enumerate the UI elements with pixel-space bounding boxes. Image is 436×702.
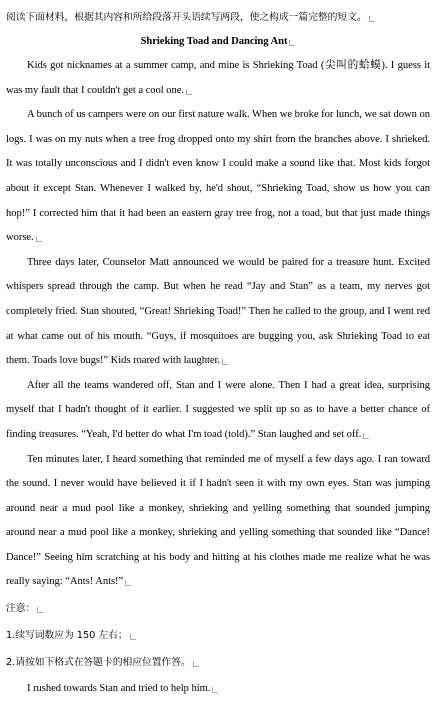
paragraph-mark-icon (212, 687, 218, 693)
story-paragraph-4: After all the teams wandered off, Stan and I were alone. Then I had a great idea, surprising myself that I hadn't thought of it earlier. I suggested we split up so as to have a better chance of finding treasures. “Yeah, I'd better do what I'm toad (told).” Stan laughed and set off. (6, 379, 430, 440)
task-instruction (6, 6, 430, 30)
paragraph-mark-icon (363, 433, 369, 439)
instruction-text: 阅读下面材料，根据其内容和所给段落开头语续写两段，使之构成一篇完整的短文。 (6, 12, 367, 23)
note-item: 1.续写词数应为 150 左右； (6, 622, 430, 649)
paragraph-mark-icon (289, 40, 295, 46)
paragraph-mark-icon (193, 661, 199, 667)
paragraph-mark-icon (36, 236, 42, 242)
paragraph-mark-icon (37, 607, 43, 613)
paragraph-mark-icon (369, 16, 375, 22)
note-item: 2.请按如下格式在答题卡的相应位置作答。 (6, 649, 430, 676)
story-paragraph-3: Three days later, Counselor Matt announced we would be paired for a treasure hunt. Excited whispers spread through the camp. But when he read “Jay and Stan” as a team, my nerves got completely fried. Stan shouted, “Great! Shrieking Toad!” Then he called to the group, and I went red at what came out of his mouth. “Guys, if mosquitoes are bugging you, ask Shrieking Toad to eat them. Toads love bugs!” Kids roared with laughter. (6, 256, 430, 367)
notes-heading: 注意： (6, 595, 430, 622)
paragraph-mark-icon (186, 89, 192, 95)
document-page (6, 6, 430, 702)
paragraph-mark-icon (222, 359, 228, 365)
story-paragraph-5: Ten minutes later, I heard something that reminded me of myself a few days ago. I ran toward the sound. I never would have believed it if I hadn't seen it with my own eyes. Stan was jumping around near a mud pool like a monkey, shrieking and yelling something that sounded jumping around near a mud pool like a monkey, shrieking and yelling something that sounded like “Dance! Dance!” Seeing him scratching at his body and hitting at his clothes made me realize what he was really saying: “Ants! Ants!” (6, 453, 430, 588)
story-paragraph-1: Kids got nicknames at a summer camp, and mine is Shrieking Toad (尖叫的蛤蟆). I guess it was my fault that I couldn't get a cool one. (6, 60, 430, 96)
story-title (6, 30, 430, 54)
title-text: Shrieking Toad and Dancing Ant (140, 36, 288, 47)
continuation-opening: I rushed towards Stan and tried to help him. (6, 676, 430, 702)
paragraph-mark-icon (125, 580, 131, 586)
story-paragraph-2: A bunch of us campers were on our first nature walk. When we broke for lunch, we sat down on logs. I was on my nuts when a tree frog dropped onto my shirt from the branches above. I shrieked. It was totally unconscious and I didn't even know I could make a sound like that. Most kids forgot about it except Stan. Whenever I walked by, he'd shout, “Shrieking Toad, show us how you can hop!” I corrected him that it had been an eastern gray tree frog, not a toad, but that just made things worse. (6, 109, 430, 244)
paragraph-mark-icon (130, 634, 136, 640)
